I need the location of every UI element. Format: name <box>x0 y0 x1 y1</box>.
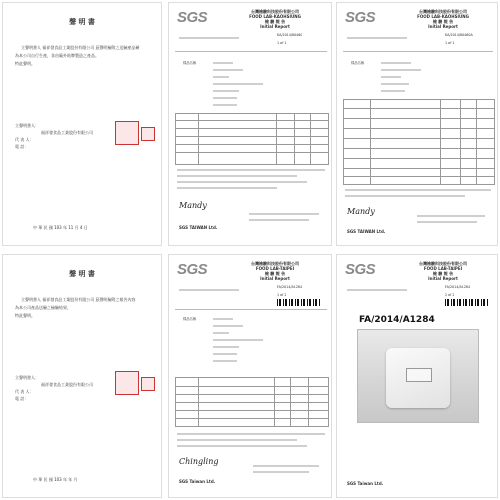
person-stamp <box>141 377 155 391</box>
statement-tel-label: 電 話： <box>15 144 29 149</box>
statement-page-bottom <box>2 254 162 498</box>
product-label <box>406 368 432 382</box>
report-title-en: Initial Report <box>260 276 290 281</box>
sgs-logo: SGS <box>345 9 376 26</box>
statement-title: 聲 明 書 <box>69 270 95 278</box>
sgs-report-page-1 <box>168 2 332 246</box>
statement-company: 福祥發食品工業股份有限公司 <box>41 382 93 387</box>
sgs-report-page-2 <box>336 2 498 246</box>
lab-name-en: FOOD LAB-KAOHSIUNG <box>417 14 469 19</box>
report-page: 1 of 1 <box>277 41 287 45</box>
lab-name-cn: 台灣檢驗科技股份有限公司 <box>251 261 299 266</box>
sgs-report-page-4 <box>336 254 498 498</box>
company-stamp <box>115 371 139 395</box>
statement-body-line: 為本公司自行生產，非由廠外貼牌製造之產品。 <box>15 53 99 58</box>
product-photo <box>357 329 479 423</box>
report-page: 2 of 2 <box>445 293 455 297</box>
report-number: FA/2014/A1284 <box>445 285 471 289</box>
sgs-logo: SGS <box>177 261 208 278</box>
company-stamp <box>115 121 139 145</box>
report-title-en: Initial Report <box>428 276 458 281</box>
report-title-cn: 檢 驗 報 告 <box>432 19 454 24</box>
statement-rep-label: 代 表 人： <box>15 137 34 142</box>
signature: Mandy <box>347 207 375 216</box>
statement-body-line: 立聲明書人 福祥發食品工業股份有限公司 茲聲明檢附之報告內容 <box>21 297 136 302</box>
report-title-cn: 檢 驗 報 告 <box>264 19 286 24</box>
lab-name-en: FOOD LAB-TAIPEI <box>255 266 295 271</box>
footer-company: SGS Taiwan Ltd. <box>179 479 216 484</box>
statement-title: 聲 明 書 <box>69 18 95 26</box>
report-title-cn: 檢 驗 報 告 <box>264 271 286 276</box>
person-stamp <box>141 127 155 141</box>
report-page: 1 of 1 <box>445 41 455 45</box>
lab-name-cn: 台灣檢驗科技股份有限公司 <box>419 9 467 14</box>
photo-caption: FA/2014/A1284 <box>359 315 435 325</box>
footer-company: SGS TAIWAN Ltd. <box>347 229 386 234</box>
statement-body-line: 特此聲明。 <box>15 313 35 318</box>
report-title-en: Initial Report <box>428 24 458 29</box>
sample-label: 樣品名稱 <box>183 317 197 321</box>
barcode <box>445 299 489 306</box>
lab-name-en: FOOD LAB-TAIPEI <box>423 266 463 271</box>
statement-signer-label: 立聲明書人： <box>15 375 39 380</box>
report-title-en: Initial Report <box>260 24 290 29</box>
results-table <box>175 113 329 165</box>
footer-company: SGS TAIWAN Ltd. <box>179 225 218 230</box>
sgs-report-page-3 <box>168 254 332 498</box>
statement-date: 中 華 民 國 103 年 11 月 4 日 <box>33 225 88 230</box>
statement-body-line: 立聲明書人 福祥發食品工業股份有限公司 茲聲明檢附之送驗產品確 <box>21 45 140 50</box>
statement-body-line: 特此聲明。 <box>15 61 35 66</box>
barcode <box>277 299 321 306</box>
statement-rep-label: 代 表 人： <box>15 389 34 394</box>
sgs-logo: SGS <box>177 9 208 26</box>
statement-tel-label: 電 話： <box>15 396 29 401</box>
results-table <box>175 377 329 427</box>
statement-date: 中 華 民 國 103 年 年 月 <box>33 477 78 482</box>
statement-body-line: 為本公司產品送驗之檢驗結果， <box>15 305 71 310</box>
report-page: 1 of 2 <box>277 293 287 297</box>
report-number: KA/2014/80460 <box>277 33 303 37</box>
lab-name-cn: 台灣檢驗科技股份有限公司 <box>251 9 299 14</box>
report-number: KA/2014/80460A <box>445 33 473 37</box>
signature: Mandy <box>179 201 207 210</box>
statement-company: 福祥發食品工業股份有限公司 <box>41 130 93 135</box>
signature: Chingling <box>179 457 219 466</box>
lab-name-cn: 台灣檢驗科技股份有限公司 <box>419 261 467 266</box>
sample-label: 樣品名稱 <box>183 61 197 65</box>
sgs-logo: SGS <box>345 261 376 278</box>
report-title-cn: 檢 驗 報 告 <box>432 271 454 276</box>
results-table <box>343 99 495 185</box>
statement-signer-label: 立聲明書人： <box>15 123 39 128</box>
footer-company: SGS Taiwan Ltd. <box>347 481 384 486</box>
statement-page-top <box>2 2 162 246</box>
sample-label: 樣品名稱 <box>351 61 365 65</box>
lab-name-en: FOOD LAB-KAOHSIUNG <box>249 14 301 19</box>
report-number: FA/2014/A1284 <box>277 285 303 289</box>
